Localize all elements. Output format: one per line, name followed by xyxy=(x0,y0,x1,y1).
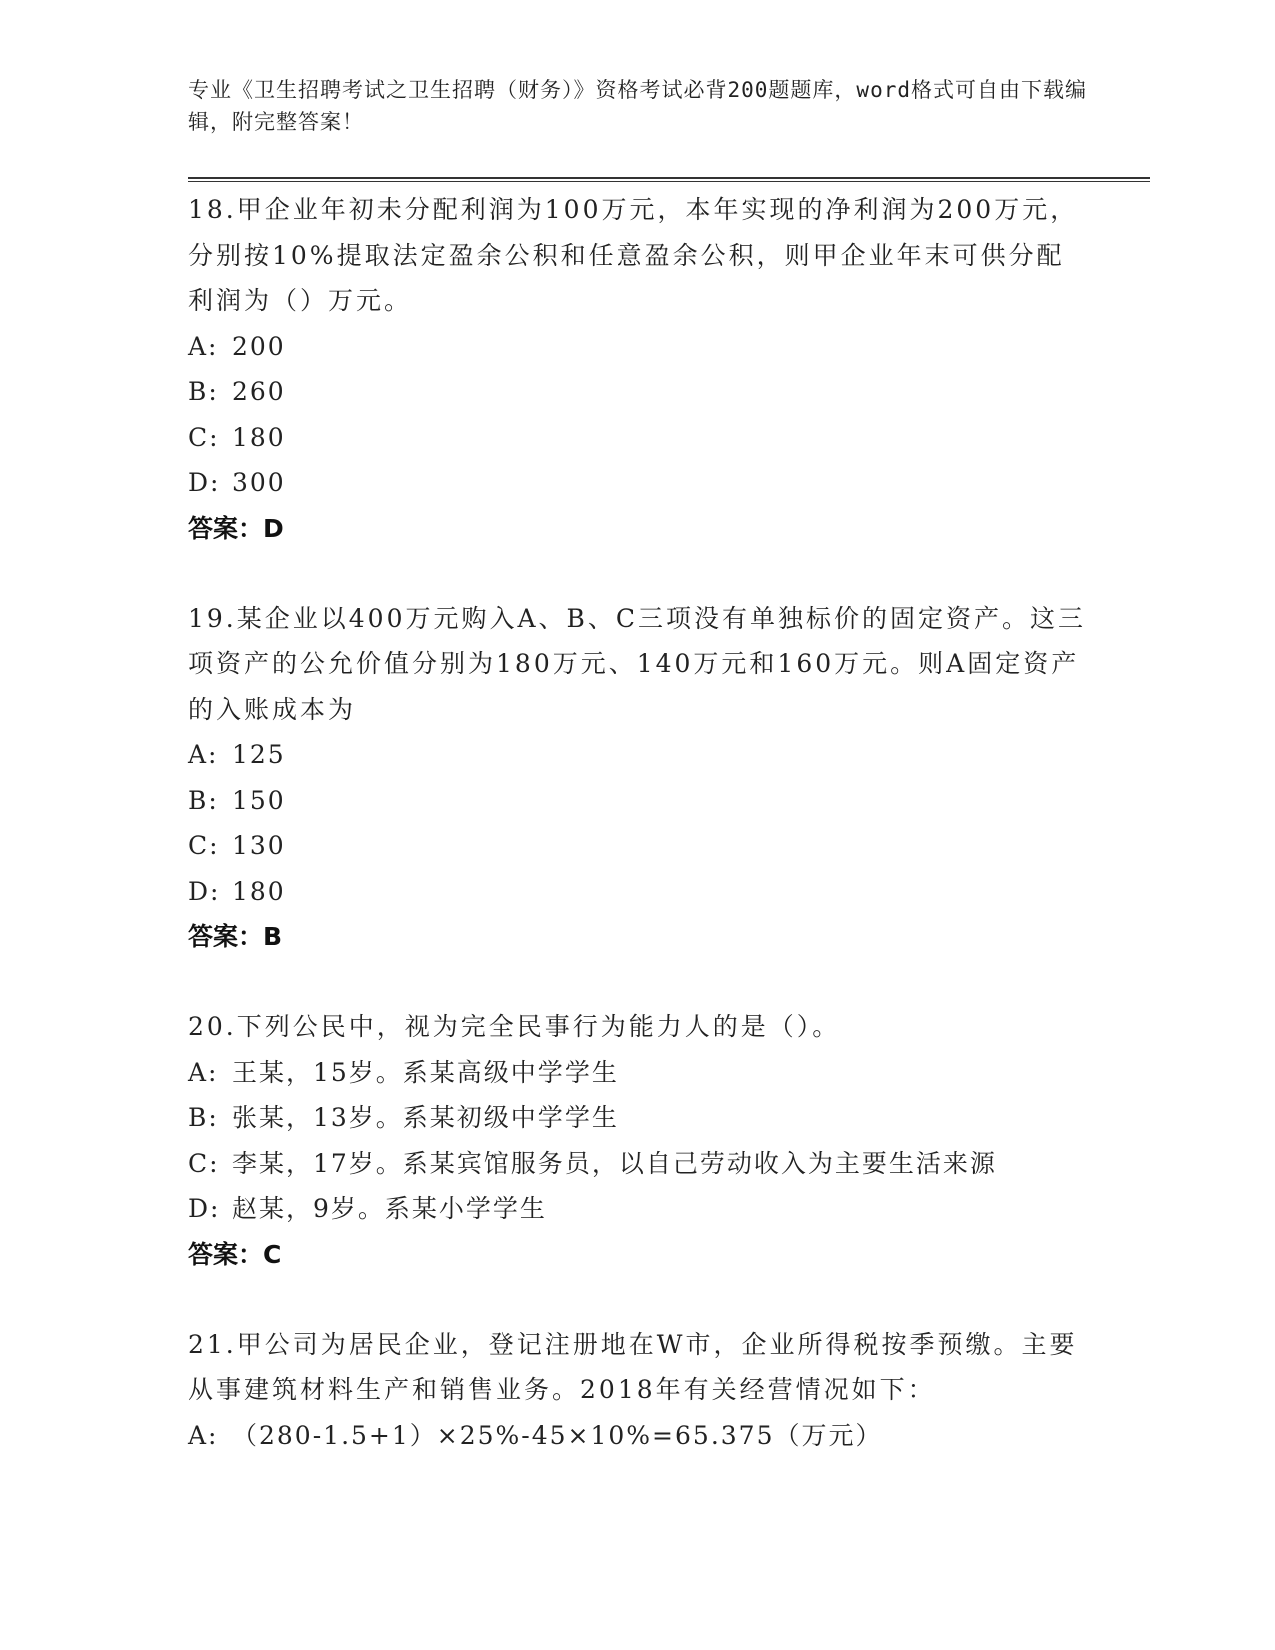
header-divider xyxy=(188,177,1150,182)
option-value: 300 xyxy=(232,468,286,497)
option-value: 180 xyxy=(232,876,286,906)
option-value: 260 xyxy=(232,377,286,406)
question-text: 21.甲公司为居民企业，登记注册地在W市，企业所得税按季预缴。主要从事建筑材料生产和销售业务。2018年有关经营情况如下： xyxy=(188,1329,1078,1404)
question-text: 20.下列公民中，视为完全民事行为能力人的是（）。 xyxy=(188,1012,841,1041)
question-20 xyxy=(188,1004,1088,1278)
answer: 答案：D xyxy=(188,513,284,543)
question-list xyxy=(188,187,1088,1502)
question-19 xyxy=(188,596,1088,961)
question-text: 18.甲企业年初未分配利润为100万元，本年实现的净利润为200万元，分别按10%提取法定盈余公积和任意盈余公积，则甲企业年末可供分配利润为（）万元。 xyxy=(188,195,1079,315)
option-key: C: xyxy=(188,1148,220,1178)
option-c xyxy=(188,415,1088,461)
option-key: A: xyxy=(188,1057,219,1087)
option-value: 李某，17岁。系某宾馆服务员，以自己劳动收入为主要生活来源 xyxy=(232,1148,997,1178)
option-key: D: xyxy=(188,1194,221,1223)
option-value: 125 xyxy=(232,740,286,769)
option-value: 王某，15岁。系某高级中学学生 xyxy=(232,1057,619,1087)
question-18 xyxy=(188,187,1088,552)
option-a xyxy=(188,732,1088,778)
option-a xyxy=(188,1050,1088,1096)
option-value: 200 xyxy=(232,331,286,361)
option-key: A: xyxy=(188,1420,219,1450)
option-key: A: xyxy=(188,331,219,361)
option-d xyxy=(188,869,1088,915)
option-a xyxy=(188,324,1088,370)
option-d xyxy=(188,460,1088,506)
option-value: 130 xyxy=(232,831,286,860)
option-value: （280-1.5+1）×25%-45×10%=65.375（万元） xyxy=(232,1420,883,1450)
question-21 xyxy=(188,1322,1088,1459)
question-text: 19.某企业以400万元购入A、B、C三项没有单独标价的固定资产。这三项资产的公允价值分别为180万元、140万元和160万元。则A固定资产的入账成本为 xyxy=(188,603,1087,724)
option-b xyxy=(188,778,1088,824)
option-a xyxy=(188,1413,1088,1459)
option-key: B: xyxy=(188,785,219,815)
option-b xyxy=(188,1095,1088,1141)
document-header xyxy=(188,74,1088,138)
option-d xyxy=(188,1186,1088,1232)
option-key: D: xyxy=(188,468,221,497)
option-value: 张某，13岁。系某初级中学学生 xyxy=(232,1103,619,1132)
header-title: 专业《卫生招聘考试之卫生招聘（财务）》资格考试必背200题题库，word格式可自由下载编辑，附完整答案！ xyxy=(188,78,1087,134)
option-value: 150 xyxy=(232,785,286,815)
option-key: B: xyxy=(188,1103,219,1132)
answer: 答案：B xyxy=(188,922,283,951)
option-c xyxy=(188,1141,1088,1187)
answer: 答案：C xyxy=(188,1239,282,1269)
option-key: A: xyxy=(188,740,219,769)
option-value: 180 xyxy=(232,422,286,452)
option-c xyxy=(188,823,1088,869)
option-key: C: xyxy=(188,422,220,452)
option-key: C: xyxy=(188,831,220,860)
option-key: B: xyxy=(188,377,219,406)
option-key: D: xyxy=(188,876,221,906)
option-value: 赵某，9岁。系某小学学生 xyxy=(232,1194,547,1223)
option-b xyxy=(188,369,1088,415)
